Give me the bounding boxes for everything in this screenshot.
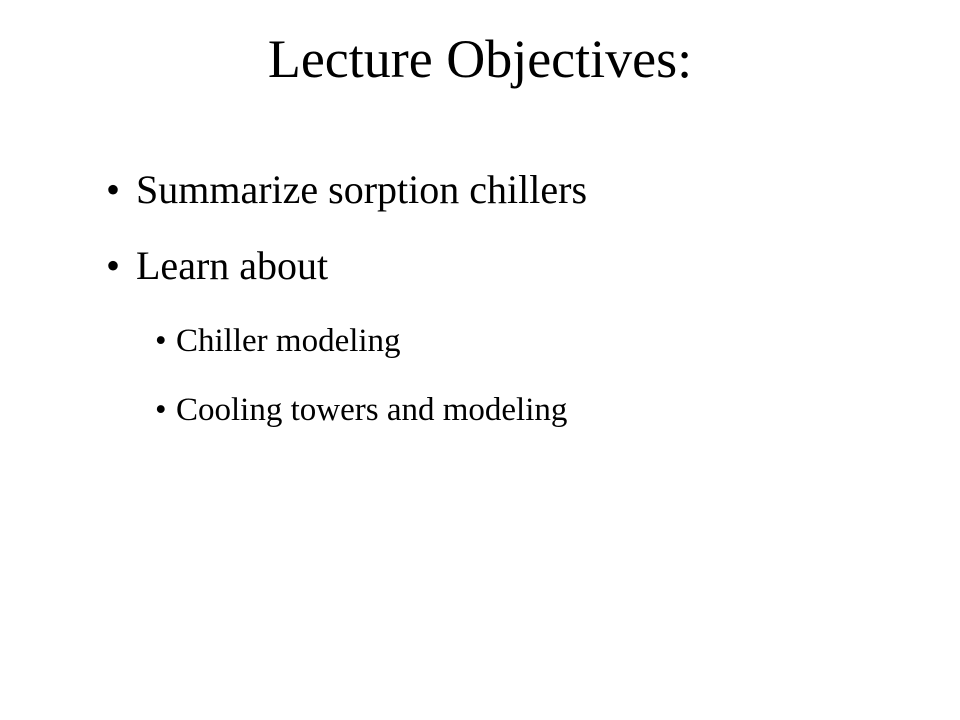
bullet-text: Chiller modeling	[176, 323, 401, 359]
slide-title: Lecture Objectives:	[267, 29, 693, 89]
bullet-text: Learn about	[136, 243, 329, 288]
bullet-text: Summarize sorption chillers	[136, 167, 588, 212]
sub-bullet-item-chiller-modeling	[155, 320, 401, 362]
bullet-icon: •	[106, 167, 121, 212]
sub-bullet-item-cooling-towers	[155, 389, 567, 431]
bullet-item-learn-about	[106, 241, 328, 291]
bullet-icon: •	[155, 323, 167, 359]
bullet-icon: •	[106, 243, 121, 288]
bullet-icon: •	[155, 392, 167, 428]
bullet-item-summarize	[106, 165, 587, 215]
bullet-text: Cooling towers and modeling	[176, 392, 568, 428]
